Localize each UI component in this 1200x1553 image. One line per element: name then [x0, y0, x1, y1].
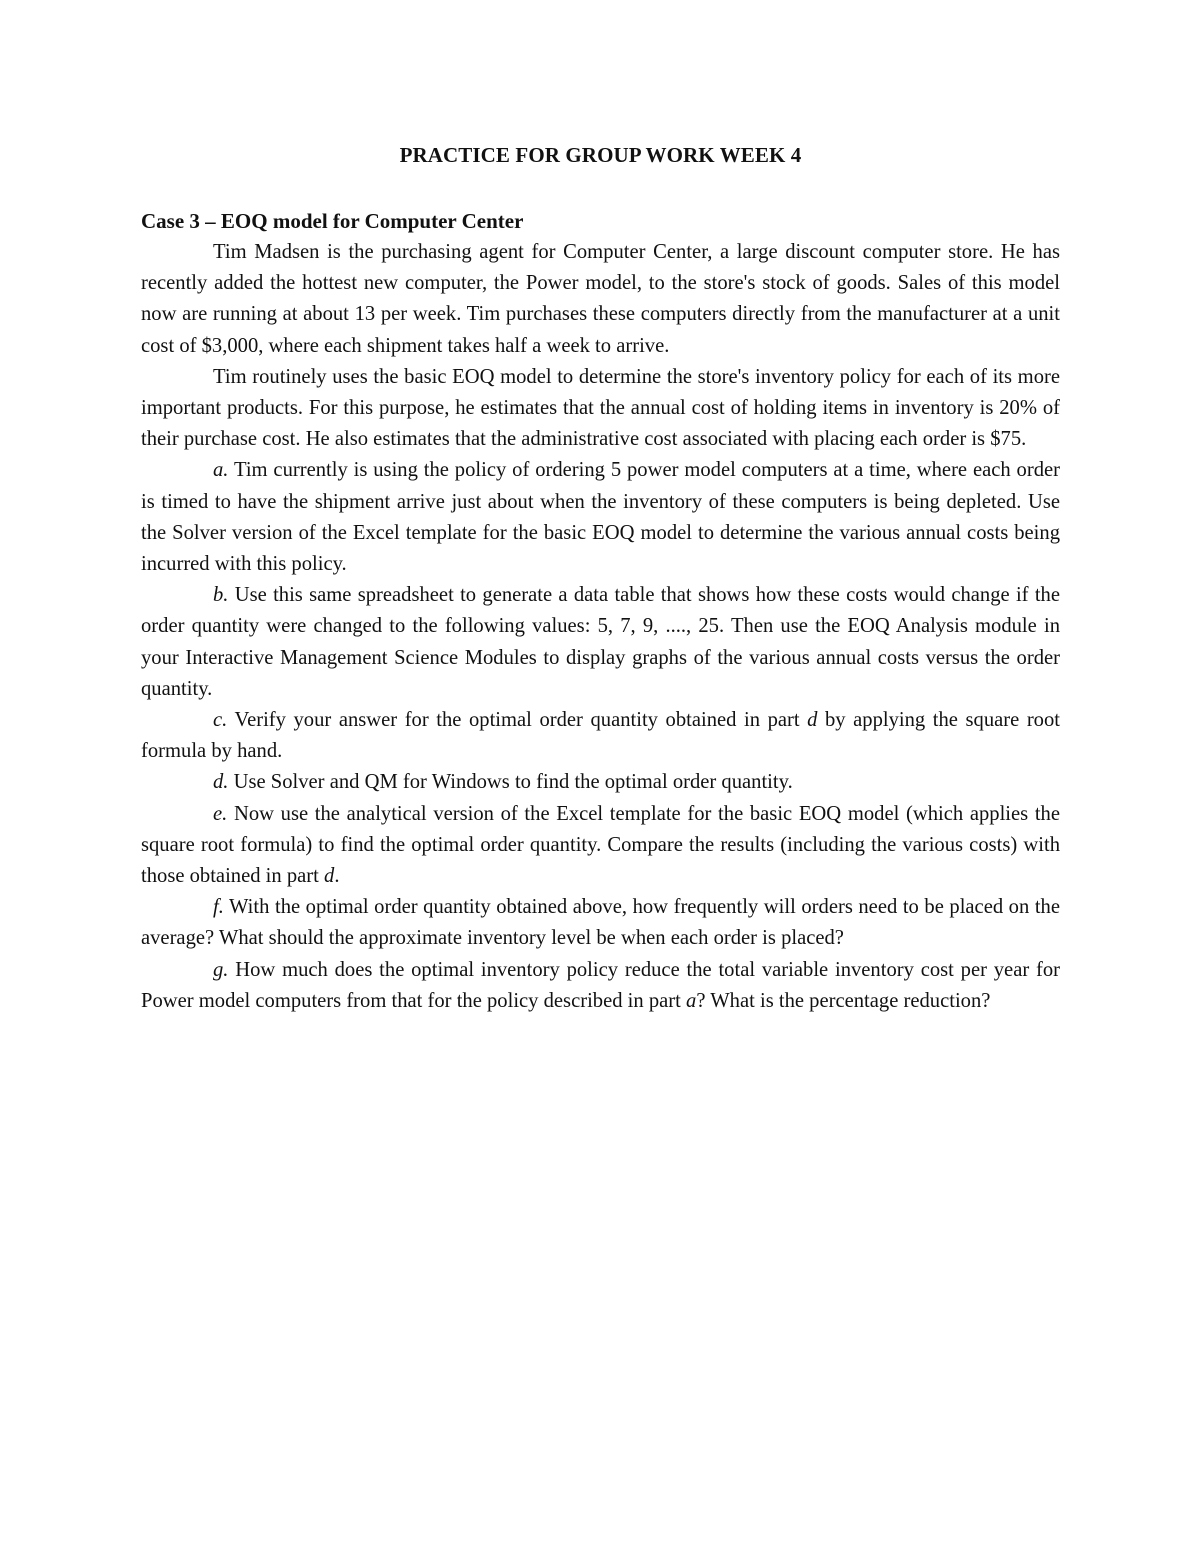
question-part-g: [141, 955, 1060, 1017]
part-text: With the optimal order quantity obtained above, how frequently will orders need to be placed on the average? What should the approximate inventory level be when each order is placed?: [141, 896, 1060, 950]
part-label: c.: [213, 709, 228, 732]
page-title: PRACTICE FOR GROUP WORK WEEK 4: [399, 143, 802, 167]
part-reference: d: [324, 865, 335, 888]
part-label: b.: [213, 584, 229, 607]
part-reference: d: [807, 709, 818, 732]
part-label: e.: [213, 802, 228, 825]
part-text: Use Solver and QM for Windows to find the optimal order quantity.: [228, 771, 793, 794]
question-part-a: [141, 455, 1060, 580]
question-part-e: [141, 799, 1060, 893]
part-reference: a: [686, 989, 697, 1012]
intro-paragraph: Tim Madsen is the purchasing agent for Computer Center, a large discount computer store. He has recently added the hottest new computer, the Power model, to the store's stock of goods. Sales of this model now are running at about 13 per week. Tim purchases these computers directly from the manufacturer at a unit cost of $3,000, where each shipment takes half a week to arrive.: [141, 241, 1060, 357]
question-part-d: [141, 767, 1060, 798]
part-label: f.: [213, 896, 224, 919]
part-label: d.: [213, 771, 229, 794]
part-label: a.: [213, 459, 229, 482]
part-text: .: [334, 865, 340, 888]
intro-paragraph: Tim routinely uses the basic EOQ model to determine the store's inventory policy for each of its more important products. For this purpose, he estimates that the annual cost of holding items in inventory is 20% of their purchase cost. He also estimates that the administrative cost associated with placing each order is $75.: [141, 365, 1060, 451]
part-text: ? What is the percentage reduction?: [696, 989, 991, 1012]
part-text: Use this same spreadsheet to generate a data table that shows how these costs would change if the order quantity were changed to the following values: 5, 7, 9, ...., 25. Then use the EOQ Analysis module in your Interactive Management Science Modules to display graphs of the various annual costs versus the order quantity.: [141, 584, 1060, 700]
part-text: Verify your answer for the optimal order quantity obtained in part: [227, 709, 808, 732]
question-part-b: [141, 580, 1060, 705]
case-heading: Case 3 – EOQ model for Computer Center: [141, 209, 524, 233]
question-part-f: [141, 892, 1060, 954]
document-body: [141, 140, 1060, 1017]
part-text: How much does the optimal inventory policy reduce the total variable inventory cost per year for Power model computers from that for the policy described in part: [141, 958, 1060, 1012]
question-part-c: [141, 705, 1060, 767]
part-text: by applying the square root formula by hand.: [141, 709, 1060, 763]
part-text: Now use the analytical version of the Excel template for the basic EOQ model (which applies the square root formula) to find the optimal order quantity. Compare the results (including the various costs) with those obtained in part: [141, 802, 1060, 888]
part-text: Tim currently is using the policy of ordering 5 power model computers at a time, where each order is timed to have the shipment arrive just about when the inventory of these computers is being depleted. Use the Solver version of the Excel template for the basic EOQ model to determine the various annual costs being incurred with this policy.: [141, 459, 1060, 576]
part-label: g.: [213, 958, 229, 981]
